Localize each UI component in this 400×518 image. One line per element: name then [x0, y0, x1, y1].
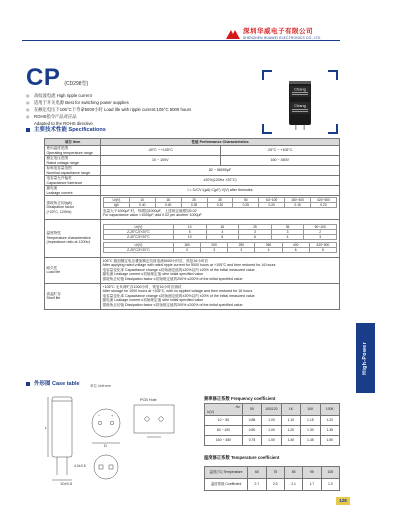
bullet-icon: ◎ — [26, 100, 30, 105]
company-logo-icon — [226, 30, 240, 39]
feature-item: ◎ 适用于开关电源 Best for switching power supplies — [26, 99, 129, 105]
bullet-icon: ◎ — [26, 93, 30, 98]
spec-row-load-life: 耐久性 Load life 105°C 施加额定电压叠加额定纹波电流5000小时后，恢复16小时后 After applying rated voltage with rated ripple current for 5000 hours at +105°C and then restored for 16 hours 电容量变化率 Capacitance change ≤初始测定值的±20%以内 ±20% of the initial measured value 漏电流 Leakage current ≤初始规定值 ≤the initial specified value 损耗角正切值 Dissipation factor ≤初始规定值的200% ≤200% of the initial specified value — [45, 257, 340, 283]
series-name: CP — [26, 64, 61, 91]
temperature-coefficient-title: 温度修正系数 Temperature coefficient — [204, 455, 280, 460]
temp-coef-row: 温度系数 Coefficient 2.7 2.5 2.1 1.7 1.0 — [205, 479, 340, 491]
temp-char-inner-table-2: Ur(V) 160 200 250 350 400 420~500 Z-25°C/Z+20°C 3 3 3 4 6 6 — [103, 242, 337, 253]
spec-row-dissipation: 损耗角正切(tgδ) Dissipation factor (+20°C, 120Hz) Ur(V) 10 16 25 35 50 63~100 160~400 420~500 tgδ 0.40 0.40 0.35 0.30 0.25 0.20 0.15 0.20 容量大于1000μF 时，每增加1000μF，上述规定值增加0.02 For capacitance value >1000μF, add 0.02 per another 1000μF — [45, 196, 340, 220]
spec-row-leakage: 漏电流 Leakage current I = 3√CV I(μA) C(μF) V(V) after 5minutes — [45, 186, 340, 196]
company-name-en: SHENZHEN HUAWEI ELECTRONICS CO.,LTD. — [243, 36, 322, 41]
company-name-cn: 深圳华威电子有限公司 — [243, 28, 313, 35]
spec-row-temperature-characteristics: 温度特性 Temperature characteristics (Impedance ratio at 120Hz) Ur(V) 10 16 25 35 50~100 Z-25°C/Z+20°C 5 4 3 3 2 Z-40°C/Z+20°C 10 8 6 4 3 Ur(V) 160 200 250 350 400 420~500 Z-25°C/Z+20°C 3 3 3 4 6 6 — [45, 219, 340, 257]
freq-row: 63 ~ 100 0.80 1.00 1.20 1.30 1.35 — [205, 426, 340, 436]
temp-header-row: 温度(°C) Temperature 65 75 85 95 105 — [205, 467, 340, 479]
section-square-icon — [26, 382, 30, 386]
case-polarity-neg: − — [98, 413, 101, 418]
company-logo — [226, 28, 321, 40]
feature-item: ◎ 高纹波电流 High ripple current — [26, 92, 92, 98]
feature-item: ◎ 在额定电压下105°C下寿命5000小时 Load life with ripple current:105°C 5000 hours — [26, 106, 192, 112]
specifications-table — [44, 138, 340, 310]
temperature-coefficient-table — [204, 466, 340, 491]
dissipation-inner-table: Ur(V) 10 16 25 35 50 63~100 160~400 420~500 tgδ 0.40 0.40 0.35 0.30 0.25 0.20 0.15 0.20 — [103, 197, 337, 208]
section-title-specifications: 主要技术性能 Specifications — [26, 127, 106, 134]
section-square-icon — [26, 128, 30, 132]
side-tab-label: High-Power — [362, 341, 369, 375]
spec-row-rated-voltage: 额定电压范围 Rated voltage range 10 ~ 100V 160 ~ 450V — [45, 156, 340, 166]
svg-text:Chang: Chang — [294, 103, 306, 108]
capacitor-image — [288, 78, 312, 130]
case-dimension-drawing — [44, 385, 194, 490]
product-image-frame — [262, 70, 338, 134]
series-suffix: (CD298型) — [64, 81, 89, 87]
frequency-coefficient-title: 频率修正系数 Frequency coefficient — [204, 396, 276, 401]
section-title-case-table: 外形图 Case table — [26, 381, 80, 388]
freq-header-row: Hz U(V) 50 100/120 1K 10K 100K — [205, 404, 340, 416]
bullet-icon: ◎ — [26, 107, 30, 112]
svg-text:Chang: Chang — [294, 86, 306, 92]
page-number: 128 — [336, 497, 350, 505]
feature-item-continued: Adapted to the ROHS directive — [34, 120, 93, 126]
freq-row: 10 ~ 50 0.88 1.00 1.10 1.15 1.20 — [205, 416, 340, 426]
case-pcb-label: PCB Hole — [140, 398, 157, 402]
category-side-tab — [356, 323, 375, 393]
bullet-icon: ◎ — [26, 114, 30, 119]
temp-char-inner-table-1: Ur(V) 10 16 25 35 50~100 Z-25°C/Z+20°C 5 4 3 3 2 Z-40°C/Z+20°C 10 8 6 4 3 — [103, 224, 337, 240]
feature-list — [26, 92, 256, 127]
case-dim-diameter: D — [104, 443, 107, 448]
spec-row-cap-tolerance: 电容量允许偏差 Capacitance tolerance ±20%(120Hz +20°C) — [45, 176, 340, 186]
feature-item: ◎ ROHS指令产品对应品 — [26, 113, 77, 119]
spec-row-shelf-life: 高温贮存 Shelf life +105°C 无负荷贮存1000小时，恢复16小时后测试 After storage for 1000 hours at +105°C, with no applied voltage and then restored for 16 hours 电容量变化率 Capacitance change ≤初始测定值的±20%以内 ±20% of the initial measured value 漏电流 Leakage current ≤初始规定值 ≤the initial specified value 损耗角正切值 Dissipation factor ≤初始规定值的200% ≤200% of the initial specified value — [45, 283, 340, 309]
spec-row-cap-range: 标称电容量范围 Nominal capacitance range 82 ~ 56000μF — [45, 166, 340, 176]
header-rule — [22, 40, 340, 41]
case-dim-lead: 4.0±0.5 — [74, 464, 86, 468]
case-unit-caption: 单位 Unit:mm — [90, 384, 111, 388]
spec-row-temp-range: 使用温度范围 Operating temperature range -40°C ~ +105°C -25°C ~ +105°C — [45, 146, 340, 156]
frequency-coefficient-table — [204, 403, 340, 446]
case-dim-pitch: 10±0.5 — [60, 481, 73, 486]
freq-row: 160 ~ 450 0.75 1.00 1.40 1.45 1.50 — [205, 436, 340, 446]
series-title — [26, 63, 88, 93]
spec-header-row: 项目 Item 性能 Performance Characteristics — [45, 139, 340, 146]
case-dim-length: L — [45, 425, 48, 430]
case-polarity-pos: + — [111, 413, 114, 418]
